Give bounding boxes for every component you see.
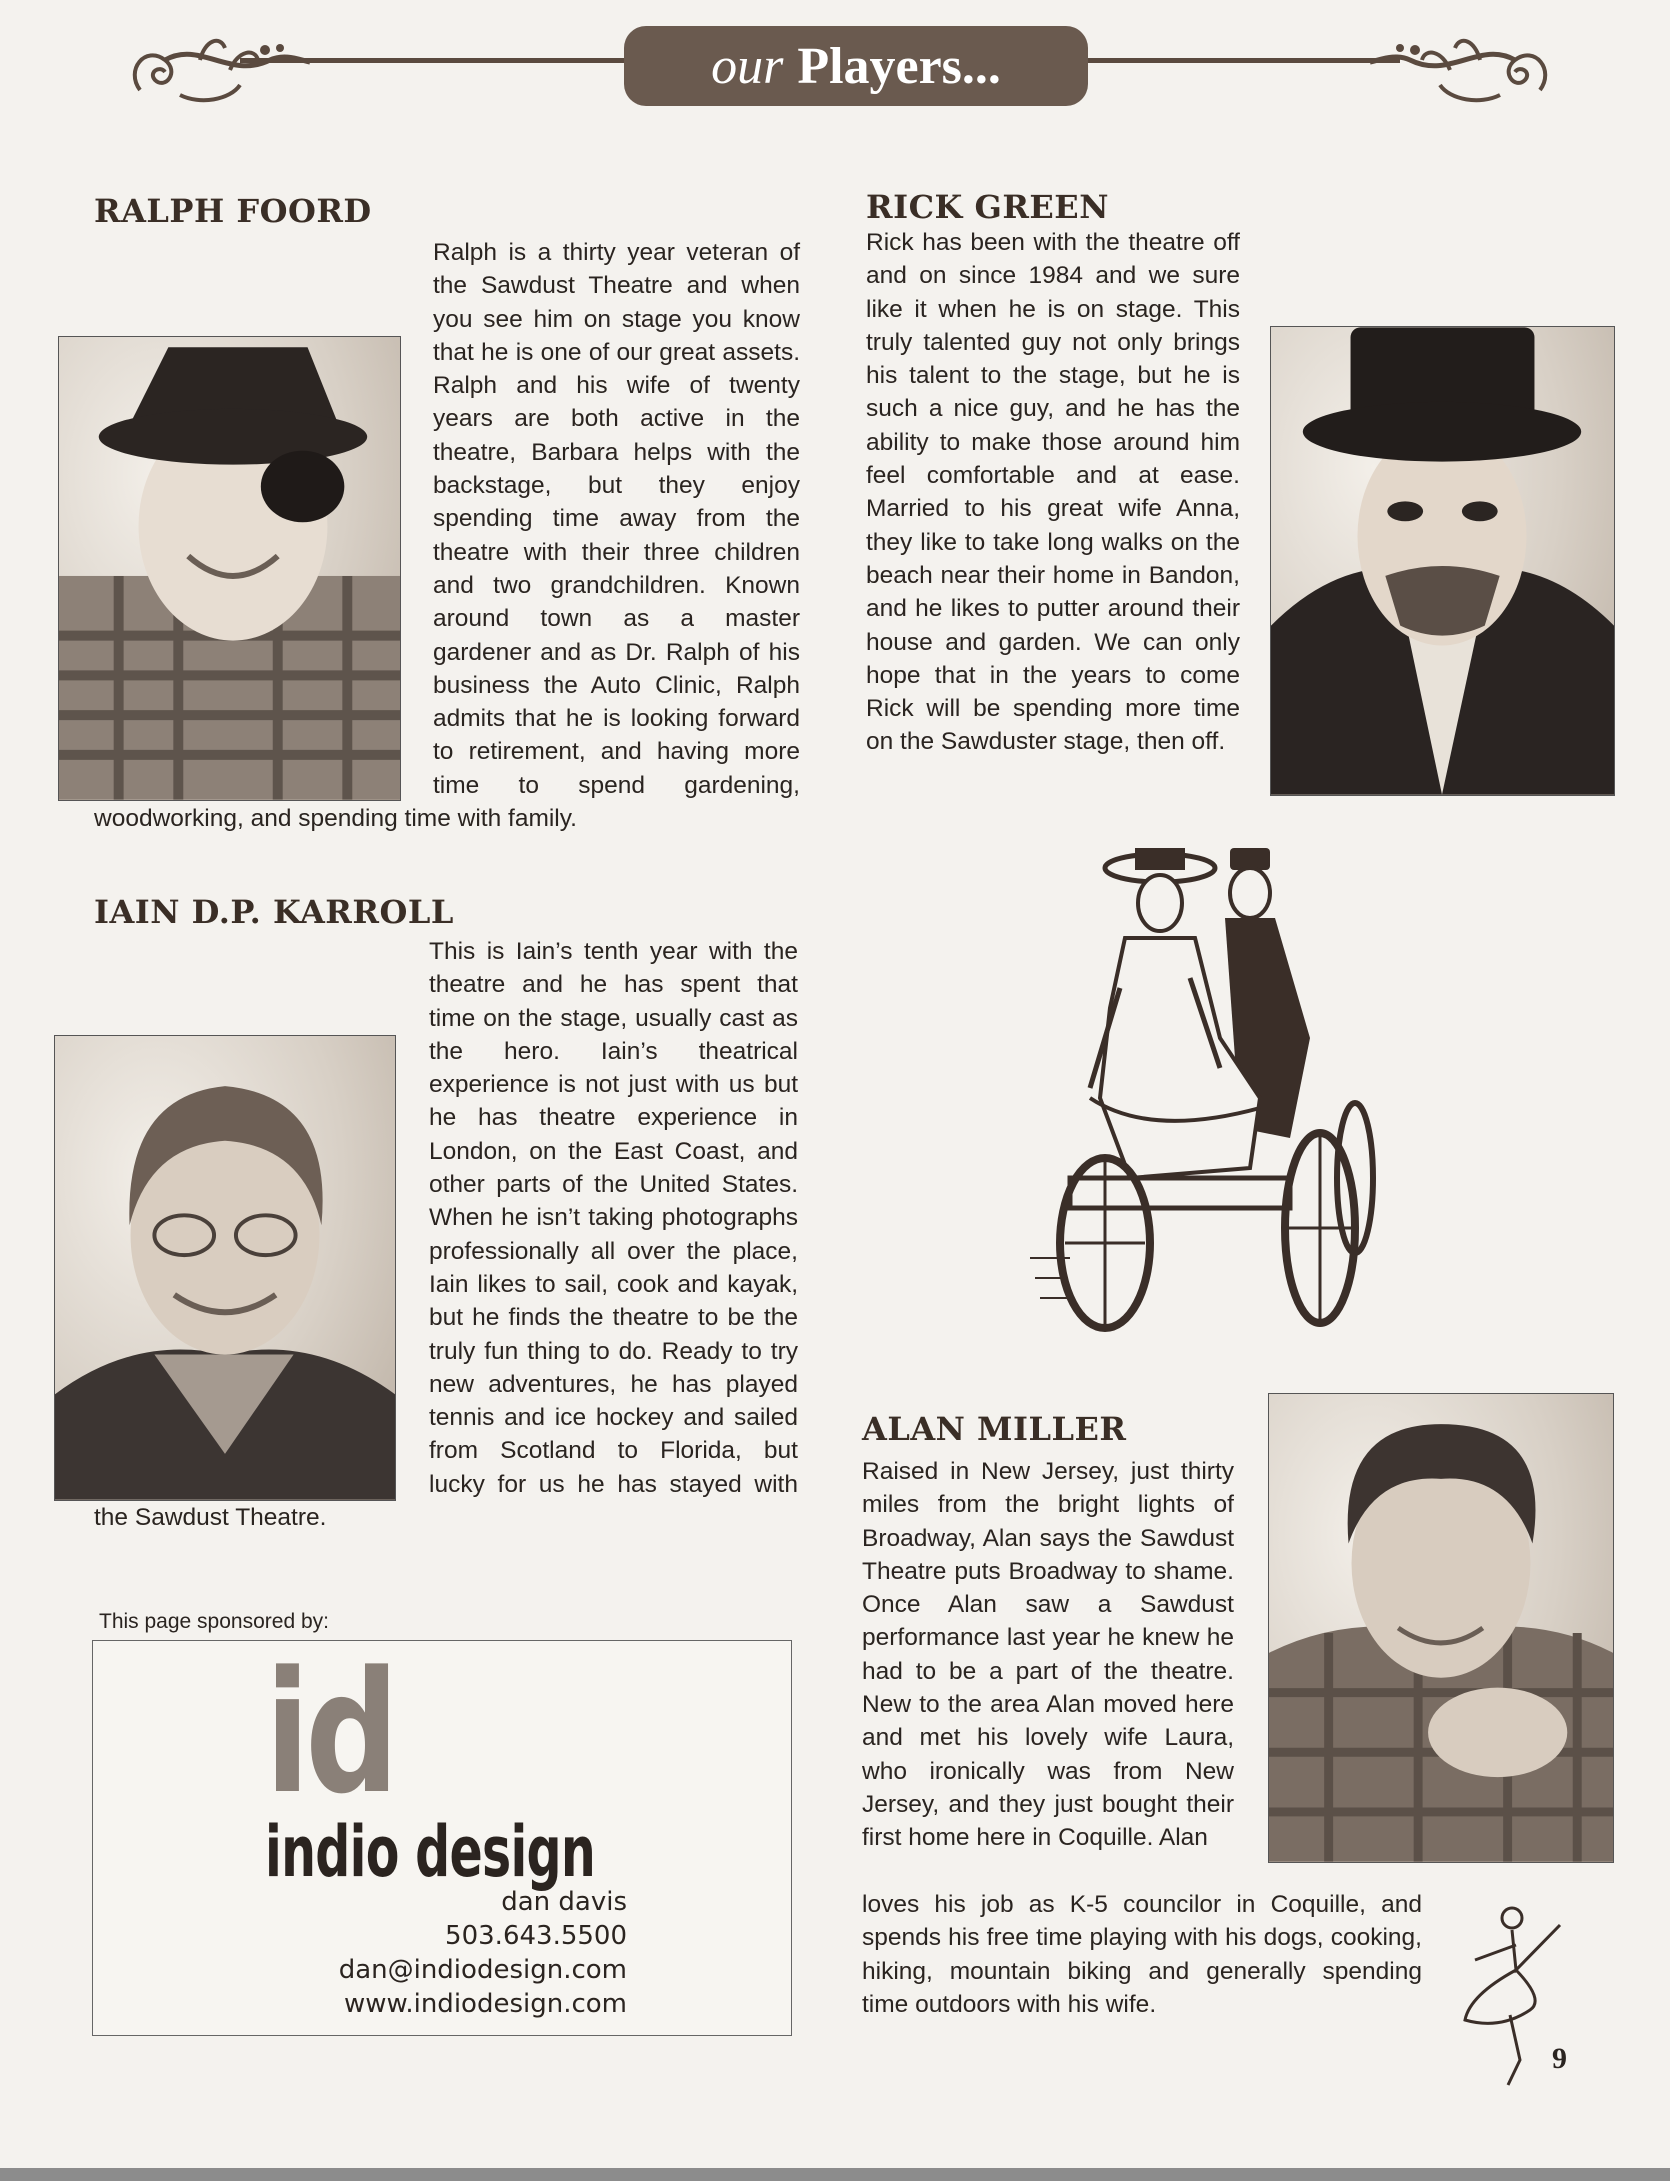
player-name-alan: ALAN MILLER	[862, 1410, 1127, 1448]
player-name-iain: IAIN D.P. KARROLL	[94, 893, 454, 931]
player-name-ralph: RALPH FOORD	[94, 192, 372, 230]
sponsor-website: www.indiodesign.com	[343, 1989, 627, 2019]
flourish-right-ornament	[1370, 20, 1560, 120]
sponsor-company-name: indio design	[265, 1811, 596, 1893]
player-photo-alan	[1268, 1393, 1614, 1863]
player-photo-rick	[1270, 326, 1615, 796]
sponsor-ad-box	[92, 1635, 792, 2036]
player-bio-iain: This is Iain’s tenth year with the theatre and he has spent that time on the stage, usually cast as the hero. Iain’s theatrical experience is not just with us but he has theatre experience in London, on the East Coast, and other parts of the United States. When he isn’t taking photographs professionally all over the place, Iain likes to sail, cook and kayak, but he finds the theatre to be the truly fun thing to do. Ready to try new adventures, he has played tennis and ice hockey and sailed from Scotland to Florida, but lucky for us he has stayed with the Sawdust Theatre.	[94, 935, 798, 1534]
player-bio-alan-cont: loves his job as K-5 councilor in Coquille, and spends his free time playing with his dogs, cooking, hiking, mountain biking and generally spending time outdoors with his wife.	[862, 1891, 1422, 2018]
player-photo-iain	[54, 1035, 396, 1501]
banner-rule-right	[1080, 58, 1400, 63]
player-bio-alan: Raised in New Jersey, just thirty miles from the bright lights of Broadway, Alan says the Sawdust Theatre puts Broadway to shame. Once Alan saw a Sawdust performance last year he knew he had to be a part of the theatre. New to the area Alan moved here and met his lovely wife Laura, who ironically was from New Jersey, and they just bought their first home here in Coquille. Alan	[862, 1458, 1234, 1852]
sponsor-contact-name: dan davis	[501, 1887, 627, 1917]
page-title-banner	[624, 26, 1088, 106]
player-photo-ralph	[58, 336, 401, 801]
page-title-main: Players...	[797, 37, 1001, 95]
page-title-em: our	[711, 37, 784, 95]
flourish-left-ornament	[120, 20, 310, 120]
sponsor-label: This page sponsored by:	[99, 1610, 329, 1633]
player-bio-rick: Rick has been with the theatre off and on since 1984 and we sure like it when he is on stage. This truly talented guy not only brings his talent to the stage, but he is such a nice guy, and he has the ability to make those around him feel comfortable and at ease. Married to his great wife Anna, they like to take long walks on the beach near their home in Bandon, and he likes to putter around their house and garden. We can only hope that in the years to come Rick will be spending more time on the Sawduster stage, then off.	[866, 226, 1578, 796]
sponsor-phone: 503.643.5500	[445, 1921, 627, 1951]
player-name-rick: RICK GREEN	[866, 188, 1109, 226]
scan-bottom-edge	[0, 2168, 1670, 2181]
indio-design-logo-mark: id	[265, 1635, 395, 1831]
bicycle-carriage-illustration	[1030, 838, 1380, 1338]
sponsor-email: dan@indiodesign.com	[338, 1955, 627, 1985]
page-number: 9	[1552, 2042, 1567, 2075]
player-bio-ralph: Ralph is a thirty year veteran of the Sawdust Theatre and when you see him on stage you know that he is one of our great assets. Ralph and his wife of twenty years are both active in the theatre, Barbara helps with the backstage, but they enjoy spending time away from the theatre with their three children and two grandchildren. Known around town as a master gardener and as Dr. Ralph of his business the Auto Clinic, Ralph admits that he is looking forward to retirement, and having more time to spend gardening, woodworking, and spending time with family.	[94, 236, 800, 835]
